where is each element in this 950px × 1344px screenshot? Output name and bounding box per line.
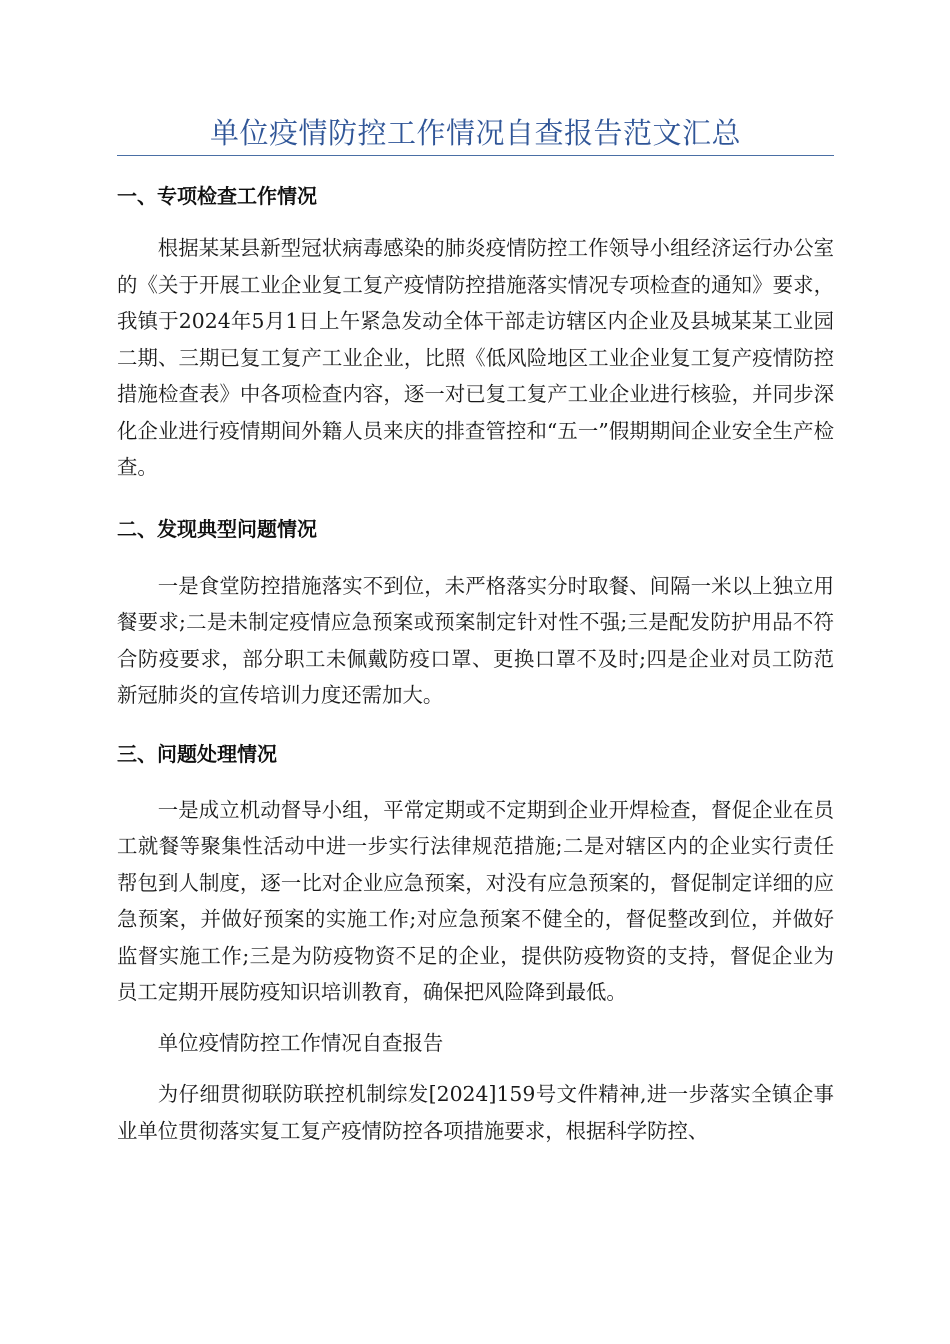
section-heading-handling: 三、问题处理情况: [117, 741, 277, 766]
title-underline: [117, 155, 834, 156]
section-heading-problems: 二、发现典型问题情况: [117, 516, 317, 541]
section-body-problems: 一是食堂防控措施落实不到位，未严格落实分时取餐、间隔一米以上独立用餐要求;二是未制定疫情应急预案或预案制定针对性不强;三是配发防护用品不符合防疫要求，部分职工未佩戴防疫口罩、更换口罩不及时;四是企业对员工防范新冠肺炎的宣传培训力度还需加大。: [117, 573, 834, 707]
section-heading-inspection: 一、专项检查工作情况: [117, 184, 317, 208]
document-title: 单位疫情防控工作情况自查报告范文汇总: [209, 116, 741, 150]
section-body-inspection: 根据某某县新型冠状病毒感染的肺炎疫情防控工作领导小组经济运行办公室的《关于开展工业企业复工复产疫情防控措施落实情况专项检查的通知》要求，我镇于2024年5月1日上午紧急发动全体干部走访辖区内企业及县城某某工业园二期、三期已复工复产工业企业，比照《低风险地区工业企业复工复产疫情防控措施检查表》中各项检查内容，逐一对已复工复产工业企业进行核验，并同步深化企业进行疫情期间外籍人员来庆的排查管控和“五一”假期期间企业安全生产检查。: [117, 236, 834, 479]
section-body-handling: 一是成立机动督导小组，平常定期或不定期到企业开焊检查，督促企业在员工就餐等聚集性活动中进一步实行法律规范措施;二是对辖区内的企业实行责任帮包到人制度，逐一比对企业应急预案，对没有应急预案的，督促制定详细的应急预案，并做好预案的实施工作;对应急预案不健全的，督促整改到位，并做好监督实施工作;三是为防疫物资不足的企业，提供防疫物资的支持，督促企业为员工定期开展防疫知识培训教育，确保把风险降到最低。: [117, 797, 834, 1004]
closing-paragraph: 为仔细贯彻联防联控机制综发[2024]159号文件精神,进一步落实全镇企事业单位贯彻落实复工复产疫情防控各项措施要求，根据科学防控、: [117, 1082, 834, 1143]
document-page: [117, 0, 834, 1149]
report-subtitle: 单位疫情防控工作情况自查报告: [157, 1030, 444, 1055]
